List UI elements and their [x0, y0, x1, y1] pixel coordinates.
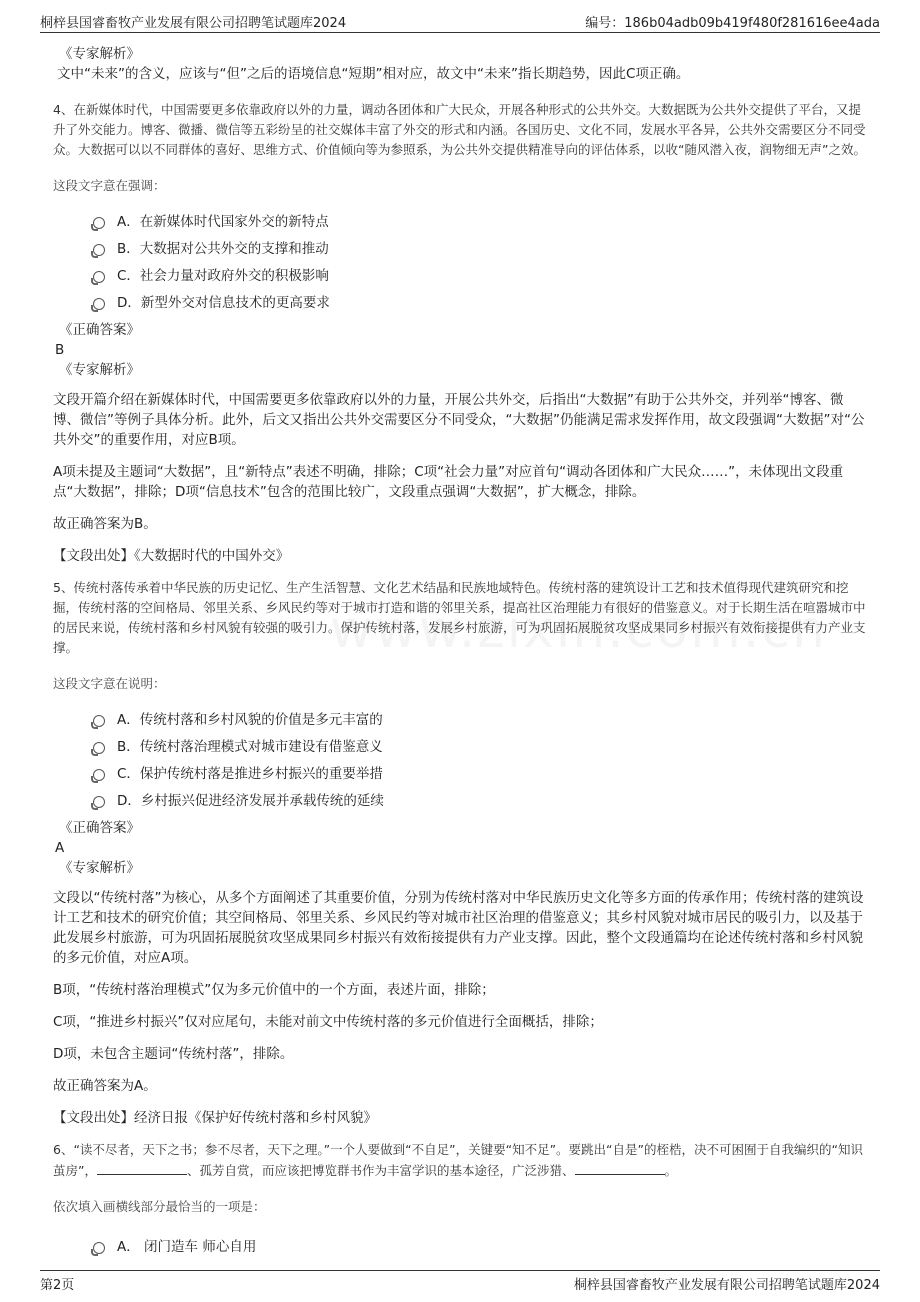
q4-source: 【文段出处】《大数据时代的中国外交》: [53, 548, 290, 564]
q5-analysis-1: 文段以“传统村落”为核心，从多个方面阐述了其重要价值，分别为传统村落对中华民族历史文化等多方面的传承作用；传统村落的建筑设计工艺和技术的研究价值；其空间格局、邻里关系、乡风民约等对城市社区治理的借鉴意义；其乡村风貌对城市居民的吸引力，以及基于此发展乡村旅游，可为巩固拓展脱贫攻坚成果同乡村振兴有效衔接提供有力产业支撑。因此，整个文段通篇均在论述传统村落和乡村风貌的多元价值，对应A项。: [53, 890, 864, 966]
radio-icon[interactable]: [93, 244, 105, 256]
q6-text-part-1: 6、“读不尽者，天下之书；参不尽者，天下之理。”一个人要做到“不自足”，关键要“知不足”。要跳出“自是”的桎梏，决不可困囿于自我编织的“知识茧房”，: [53, 1142, 863, 1178]
option-label: C．社会力量对政府外交的积极影响: [117, 268, 329, 284]
q6-text-part-3: 。: [664, 1163, 678, 1178]
q6-blank-2: [575, 1160, 665, 1175]
q5-prompt: 这段文字意在说明：: [53, 676, 166, 691]
radio-icon[interactable]: [93, 217, 105, 229]
q5-analysis-5: 故正确答案为A。: [53, 1078, 157, 1094]
option-label: D．乡村振兴促进经济发展并承载传统的延续: [117, 793, 384, 809]
q6-text-part-2: 、孤芳自赏，而应该把博览群书作为丰富学识的基本途径，广泛涉猎、: [186, 1163, 575, 1178]
q5-option-c[interactable]: [93, 764, 870, 784]
q5-option-d[interactable]: [93, 791, 870, 811]
radio-icon[interactable]: [93, 769, 105, 781]
q4-analysis-3: 故正确答案为B。: [53, 516, 157, 532]
footer-page-number: 第2页: [40, 1278, 75, 1293]
footer-title: 桐梓县国睿畜牧产业发展有限公司招聘笔试题库2024: [573, 1278, 880, 1293]
q5-option-a[interactable]: [93, 710, 870, 730]
q4-options: [53, 212, 870, 313]
q6-options: [53, 1237, 870, 1257]
q5-expert-label: 《专家解析》: [59, 860, 140, 876]
q4-prompt: 这段文字意在强调：: [53, 178, 166, 193]
radio-icon[interactable]: [93, 298, 105, 310]
q5-analysis-2: B项，“传统村落治理模式”仅为多元价值中的一个方面，表述片面，排除；: [53, 982, 495, 998]
q4-option-b[interactable]: [93, 239, 870, 259]
option-label: D．新型外交对信息技术的更高要求: [117, 295, 330, 311]
page-content: [53, 44, 870, 1264]
header-code-value: 186b04adb09b419f480f281616ee4ada: [624, 16, 880, 31]
page-footer: [40, 1270, 880, 1293]
header-code: [585, 12, 880, 31]
header-title: 桐梓县国睿畜牧产业发展有限公司招聘笔试题库2024: [40, 16, 347, 31]
option-label: C．保护传统村落是推进乡村振兴的重要举措: [117, 766, 383, 782]
q6-text: [53, 1140, 870, 1181]
top-expert-text: 文中“未来”的含义，应该与“但”之后的语境信息“短期”相对应，故文中“未来”指长期趋势，因此C项正确。: [57, 66, 690, 82]
q4-answer: B: [55, 342, 65, 358]
radio-icon[interactable]: [93, 271, 105, 283]
option-label: A．在新媒体时代国家外交的新特点: [117, 214, 329, 230]
radio-icon[interactable]: [93, 742, 105, 754]
q5-option-b[interactable]: [93, 737, 870, 757]
q6-prompt: 依次填入画横线部分最恰当的一项是：: [53, 1199, 266, 1214]
q4-option-d[interactable]: [93, 293, 870, 313]
q5-options: [53, 710, 870, 811]
q5-answer: A: [55, 840, 65, 856]
option-label: B．传统村落治理模式对城市建设有借鉴意义: [117, 739, 383, 755]
q6-option-a[interactable]: [93, 1237, 870, 1257]
q5-source: 【文段出处】经济日报《保护好传统村落和乡村风貌》: [53, 1110, 377, 1126]
page-header: [40, 10, 880, 33]
radio-icon[interactable]: [93, 715, 105, 727]
q6-blank-1: [97, 1160, 187, 1175]
option-label: A． 闭门造车 师心自用: [117, 1239, 257, 1255]
q4-analysis-2: A项未提及主题词“大数据”，且“新特点”表述不明确，排除；C项“社会力量”对应首句“调动各团体和广大民众……”，未体现出文段重点“大数据”，排除；D项“信息技术”包含的范围比较广，文段重点强调“大数据”，扩大概念，排除。: [53, 464, 844, 500]
q4-option-c[interactable]: [93, 266, 870, 286]
q5-text: 5、传统村落传承着中华民族的历史记忆、生产生活智慧、文化艺术结晶和民族地域特色。传统村落的建筑设计工艺和技术值得现代建筑研究和挖掘，传统村落的空间格局、邻里关系、乡风民约等对于城市打造和谐的邻里关系，提高社区治理能力有很好的借鉴意义。对于长期生活在喧嚣城市中的居民来说，传统村落和乡村风貌有较强的吸引力。保护传统村落，发展乡村旅游，可为巩固拓展脱贫攻坚成果同乡村振兴有效衔接提供有力产业支撑。: [53, 580, 866, 655]
header-code-label: 编号：: [585, 16, 625, 31]
radio-icon[interactable]: [93, 796, 105, 808]
q4-expert-label: 《专家解析》: [59, 362, 140, 378]
q4-answer-label: 《正确答案》: [59, 322, 140, 338]
q5-analysis-3: C项，“推进乡村振兴”仅对应尾句，未能对前文中传统村落的多元价值进行全面概括，排除；: [53, 1014, 603, 1030]
top-expert-label: 《专家解析》: [59, 46, 140, 62]
q5-analysis-4: D项，未包含主题词“传统村落”，排除。: [53, 1046, 294, 1062]
q4-analysis-1: 文段开篇介绍在新媒体时代，中国需要更多依靠政府以外的力量，开展公共外交，后指出“大数据”有助于公共外交，并列举“博客、微博、微信”等例子具体分析。此外，后文又指出公共外交需要区分不同受众，“大数据”仍能满足需求发挥作用，故文段强调“大数据”对“公共外交”的重要作用，对应B项。: [53, 392, 865, 448]
option-label: B．大数据对公共外交的支撑和推动: [117, 241, 329, 257]
q4-option-a[interactable]: [93, 212, 870, 232]
q5-answer-label: 《正确答案》: [59, 820, 140, 836]
q4-text: 4、在新媒体时代，中国需要更多依靠政府以外的力量，调动各团体和广大民众，开展各种形式的公共外交。大数据既为公共外交提供了平台，又提升了外交能力。博客、微播、微信等五彩纷呈的社交媒体丰富了外交的形式和内涵。各国历史、文化不同，发展水平各异，公共外交需要区分不同受众。大数据可以以不同群体的喜好、思维方式、价值倾向等为参照系，为公共外交提供精准导向的评估体系，以收“随风潜入夜，润物细无声”之效。: [53, 102, 866, 157]
option-label: A．传统村落和乡村风貌的价值是多元丰富的: [117, 712, 383, 728]
radio-icon[interactable]: [93, 1242, 105, 1254]
